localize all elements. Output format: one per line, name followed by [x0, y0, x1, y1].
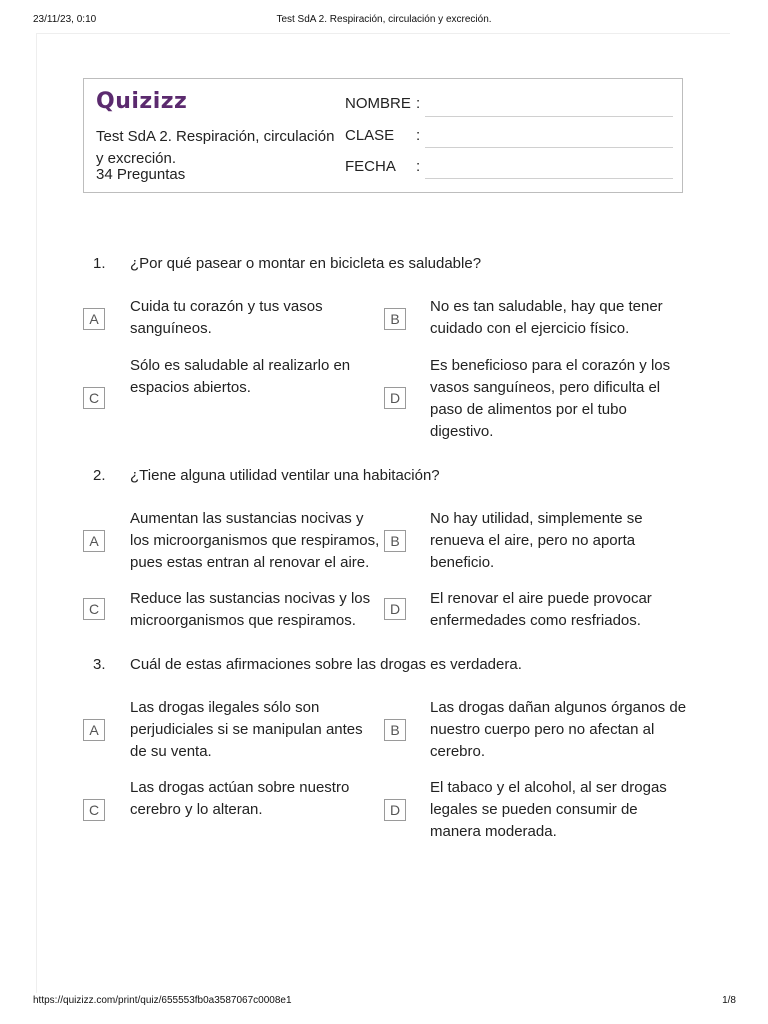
option-c-box[interactable]: C: [83, 387, 105, 409]
date-colon: :: [416, 158, 421, 175]
question-number: 2.: [93, 467, 106, 484]
question-text: ¿Tiene alguna utilidad ventilar una habitación?: [130, 467, 440, 484]
option-b-box[interactable]: B: [384, 308, 406, 330]
option-b-text: No hay utilidad, simplemente se renueva el aire, pero no aporta beneficio.: [430, 510, 643, 571]
option-b-box[interactable]: B: [384, 719, 406, 741]
question-text: Cuál de estas afirmaciones sobre las drogas es verdadera.: [130, 656, 522, 673]
option-b-text: No es tan saludable, hay que tener cuidado con el ejercicio físico.: [430, 298, 663, 337]
print-title: Test SdA 2. Respiración, circulación y excreción.: [276, 14, 492, 25]
option-c-text: Las drogas actúan sobre nuestro cerebro y lo alteran.: [130, 779, 350, 818]
option-a-box[interactable]: A: [83, 308, 105, 330]
option-c-text: Reduce las sustancias nocivas y los microorganismos que respiramos.: [130, 590, 371, 629]
question-text: ¿Por qué pasear o montar en bicicleta es saludable?: [130, 255, 482, 272]
print-date: 23/11/23, 0:10: [33, 14, 97, 25]
quizizz-logo: Quizizz: [96, 89, 188, 114]
option-c-text: Sólo es saludable al realizarlo en espacios abiertos.: [130, 357, 351, 396]
option-a-text: Aumentan las sustancias nocivas y los microorganismos que respiramos, pues estas entran al renovar el aire.: [130, 510, 380, 571]
print-url[interactable]: https://quizizz.com/print/quiz/655553fb0a3587067c0008e1: [33, 995, 292, 1006]
option-d-box[interactable]: D: [384, 387, 406, 409]
option-d-text: Es beneficioso para el corazón y los vasos sanguíneos, pero dificulta el paso de alimentos por el tubo digestivo.: [430, 357, 671, 440]
option-c-box[interactable]: C: [83, 799, 105, 821]
option-d-text: El renovar el aire puede provocar enfermedades como resfriados.: [430, 590, 652, 629]
page-number: 1/8: [722, 995, 736, 1006]
option-b-box[interactable]: B: [384, 530, 406, 552]
option-c-box[interactable]: C: [83, 598, 105, 620]
option-d-text: El tabaco y el alcohol, al ser drogas legales se pueden consumir de manera moderada.: [430, 779, 667, 840]
date-field-line[interactable]: [425, 178, 673, 179]
option-b-text: Las drogas dañan algunos órganos de nuestro cuerpo pero no afectan al cerebro.: [430, 699, 687, 760]
quiz-header-box: [83, 78, 683, 193]
option-a-text: Las drogas ilegales sólo son perjudiciales si se manipulan antes de su venta.: [130, 699, 363, 760]
quiz-title: Test SdA 2. Respiración, circulación y excreción.: [96, 128, 335, 167]
option-d-box[interactable]: D: [384, 799, 406, 821]
class-label: CLASE: [345, 127, 395, 144]
option-d-box[interactable]: D: [384, 598, 406, 620]
question-number: 1.: [93, 255, 106, 272]
name-label: NOMBRE: [345, 95, 411, 112]
print-header: [0, 14, 768, 30]
question-count: 34 Preguntas: [96, 166, 186, 183]
print-footer: [0, 995, 768, 1011]
page-top-rule: [36, 33, 730, 34]
class-colon: :: [416, 127, 421, 144]
date-label: FECHA: [345, 158, 396, 175]
option-a-box[interactable]: A: [83, 719, 105, 741]
class-field-line[interactable]: [425, 147, 673, 148]
question-number: 3.: [93, 656, 106, 673]
name-field-line[interactable]: [425, 116, 673, 117]
option-a-box[interactable]: A: [83, 530, 105, 552]
option-a-text: Cuida tu corazón y tus vasos sanguíneos.: [130, 298, 323, 337]
page-left-rule: [36, 33, 37, 993]
name-colon: :: [416, 95, 421, 112]
